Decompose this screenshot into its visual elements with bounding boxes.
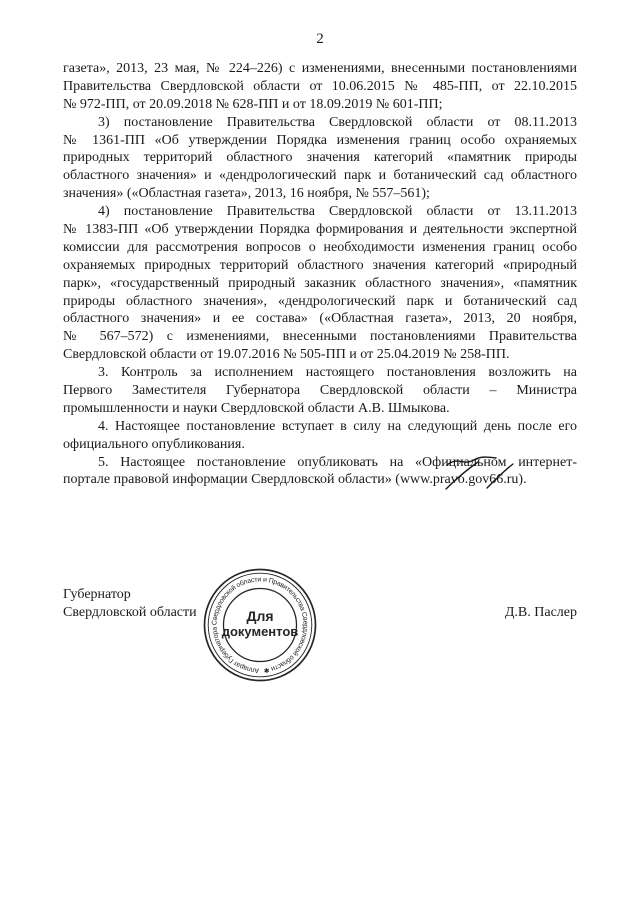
text-line: № 567–572) с изменениями, внесенными постановлениями Правительства: [63, 329, 577, 345]
text-line: областного значения» и «дендрологический парк и ботанический сад областного: [63, 168, 577, 184]
text-line: Правительства Свердловской области от 10.06.2015 № 485-ПП, от 22.10.2015: [63, 78, 577, 94]
text-line: охраняемых природных территорий областного значения категорий «природный: [63, 257, 577, 273]
stamp-ring-text: Аппарат Губернатора Свердловской области и Правительства Свердловской области ✱: [211, 576, 309, 674]
text-line: 5. Настоящее постановление опубликовать на «Официальном интернет-: [98, 454, 577, 470]
text-line: парк», «государственный природный заказник областного значения», «памятник: [63, 275, 577, 291]
text-line: 3) постановление Правительства Свердловской области от 08.11.2013: [98, 114, 577, 130]
official-stamp: [202, 567, 318, 683]
text-line: значения» («Областная газета», 2013, 16 ноября, № 557–561);: [63, 186, 430, 202]
page-number: 2: [316, 31, 324, 47]
signatory-title-line1: Губернатор: [63, 587, 131, 602]
text-line: промышленности и науки Свердловской области А.В. Шмыкова.: [63, 400, 450, 416]
text-line: 4) постановление Правительства Свердловской области от 13.11.2013: [98, 204, 577, 220]
stamp-center-line1: Для: [246, 608, 274, 624]
text-line: Свердловской области от 19.07.2016 № 505-ПП и от 25.04.2019 № 258-ПП.: [63, 347, 510, 363]
text-line: природных территорий областного значения категорий «памятник природы: [63, 150, 577, 166]
text-line: Первого Заместителя Губернатора Свердловской области – Министра: [63, 383, 577, 399]
text-line: 3. Контроль за исполнением настоящего постановления возложить на: [98, 365, 577, 381]
text-line: газета», 2013, 23 мая, № 224–226) с изменениями, внесенными постановлениями: [63, 61, 577, 76]
signatory-title: [63, 586, 197, 622]
text-line: 4. Настоящее постановление вступает в силу на следующий день после его: [98, 418, 577, 434]
body-text: [63, 60, 577, 489]
text-line: комиссии для рассмотрения вопросов о необходимости изменения границ особо: [63, 239, 577, 255]
signature-block: [63, 586, 577, 622]
text-line: № 1361-ПП «Об утверждении Порядка изменения границ особо охраняемых: [63, 132, 577, 148]
signatory-title-line2: Свердловской области: [63, 605, 197, 620]
text-line: № 1383-ПП «Об утверждении Порядка формирования и деятельности экспертной: [63, 222, 577, 238]
text-line: портале правовой информации Свердловской области» (www.pravo.gov66.ru).: [63, 472, 527, 488]
text-line: природы областного значения», «дендрологический парк и ботанический сад: [63, 293, 577, 309]
text-line: № 972-ПП, от 20.09.2018 № 628-ПП и от 18.09.2019 № 601-ПП;: [63, 96, 443, 112]
text-line: официального опубликования.: [63, 436, 245, 452]
signatory-name: Д.В. Паслер: [504, 605, 577, 620]
text-line: областного значения» и ее состава» («Областная газета», 2013, 20 ноября,: [63, 311, 577, 327]
stamp-center-line2: документов: [221, 624, 299, 639]
